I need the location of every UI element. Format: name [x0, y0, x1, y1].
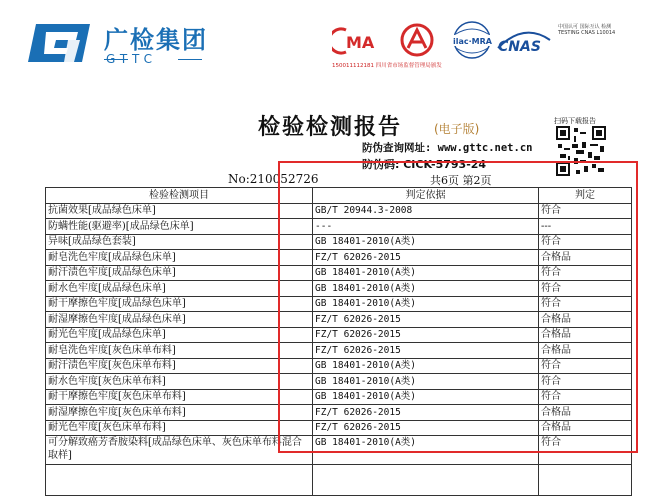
cell-verdict: 合格品: [539, 420, 632, 436]
cell-test-item: 耐水色牢度[灰色床单布料]: [46, 374, 313, 390]
svg-text:MA: MA: [346, 33, 375, 52]
cell-test-item: 耐汗渍色牢度[成品绿色床单]: [46, 265, 313, 281]
cma-number: 150011112181 四川省市场监督管理局颁发: [332, 63, 442, 69]
cell-verdict: ---: [539, 219, 632, 235]
cell-basis: GB 18401-2010(A类): [313, 281, 539, 297]
cell-test-item: 耐湿摩擦色牢度[成品绿色床单]: [46, 312, 313, 328]
brand-divider-right: [178, 59, 202, 60]
cell-verdict: 符合: [539, 374, 632, 390]
cell-verdict: 合格品: [539, 250, 632, 266]
cell-test-item: 耐干摩擦色牢度[灰色床单布料]: [46, 389, 313, 405]
cell-basis: GB 18401-2010(A类): [313, 296, 539, 312]
cell-basis: GB 18401-2010(A类): [313, 265, 539, 281]
cell-test-item: 可分解致癌芳香胺染料[成品绿色床单、灰色床单布料混合取样]: [46, 436, 313, 465]
cell-test-item: 耐湿摩擦色牢度[灰色床单布料]: [46, 405, 313, 421]
cell-basis: GB/T 20944.3-2008: [313, 203, 539, 219]
cell-verdict: 合格品: [539, 343, 632, 359]
cell-basis: GB 18401-2010(A类): [313, 436, 539, 465]
cell-basis: FZ/T 62026-2015: [313, 250, 539, 266]
column-header-basis: 判定依据: [313, 188, 539, 204]
anti-fake-code: 防伪码: CICK-5793-24: [362, 158, 487, 171]
cell-empty: [46, 465, 313, 496]
cell-verdict: 符合: [539, 436, 632, 465]
cell-basis: GB 18401-2010(A类): [313, 358, 539, 374]
gttc-logo-icon: [28, 16, 98, 70]
svg-text:ilac·MRA: ilac·MRA: [453, 37, 492, 46]
brand-name-cn: 广检集团: [104, 26, 208, 54]
highlight-annotation-box: [278, 161, 638, 453]
ilac-mra-logo-icon: [450, 20, 495, 62]
cell-verdict: 符合: [539, 389, 632, 405]
table-row-blank: [46, 465, 632, 496]
cell-verdict: 符合: [539, 296, 632, 312]
cell-basis: FZ/T 62026-2015: [313, 420, 539, 436]
cell-basis: GB 18401-2010(A类): [313, 234, 539, 250]
report-title: 检验检测报告: [258, 115, 403, 140]
cma-logo-icon: [332, 26, 382, 56]
cell-test-item: 耐汗渍色牢度[灰色床单布料]: [46, 358, 313, 374]
svg-text:CNAS: CNAS: [498, 39, 541, 55]
brand-name-en: GTTC: [106, 52, 157, 66]
cell-test-item: 防螨性能(驱避率)[成品绿色床单]: [46, 219, 313, 235]
verify-url: 防伪查询网址: www.gttc.net.cn: [362, 142, 533, 154]
cell-verdict: 符合: [539, 281, 632, 297]
cell-test-item: 抗菌效果[成品绿色床单]: [46, 203, 313, 219]
cell-test-item: 耐光色牢度[成品绿色床单]: [46, 327, 313, 343]
cell-test-item: 耐水色牢度[成品绿色床单]: [46, 281, 313, 297]
cell-test-item: 耐皂洗色牢度[成品绿色床单]: [46, 250, 313, 266]
scan-download-label: 扫码下载报告: [554, 117, 596, 125]
cell-verdict: 合格品: [539, 327, 632, 343]
cell-verdict: 符合: [539, 358, 632, 374]
cell-basis: FZ/T 62026-2015: [313, 327, 539, 343]
cell-basis: GB 18401-2010(A类): [313, 389, 539, 405]
cell-verdict: 合格品: [539, 405, 632, 421]
cell-verdict: 符合: [539, 203, 632, 219]
cell-basis: FZ/T 62026-2015: [313, 405, 539, 421]
column-header-item: 检验检测项目: [46, 188, 313, 204]
cell-basis: FZ/T 62026-2015: [313, 343, 539, 359]
cal-logo-icon: [398, 22, 436, 58]
cell-test-item: 耐光色牢度[灰色床单布料]: [46, 420, 313, 436]
cnas-caption: 中国认可 国际互认 检测 TESTING CNAS L10014: [558, 24, 616, 36]
edition-label: (电子版): [434, 122, 480, 136]
cell-basis: GB 18401-2010(A类): [313, 374, 539, 390]
column-header-verdict: 判定: [539, 188, 632, 204]
cell-test-item: 耐皂洗色牢度[灰色床单布料]: [46, 343, 313, 359]
cnas-logo-icon: [494, 26, 554, 56]
cell-empty: [313, 465, 539, 496]
cell-verdict: 符合: [539, 265, 632, 281]
cell-basis: ---: [313, 219, 539, 235]
cell-empty: [539, 465, 632, 496]
cell-test-item: 异味[成品绿色套装]: [46, 234, 313, 250]
cell-verdict: 合格品: [539, 312, 632, 328]
cell-verdict: 符合: [539, 234, 632, 250]
report-number: No:210052726: [228, 172, 319, 186]
page-indicator: 共6页 第2页: [430, 174, 492, 187]
cell-test-item: 耐干摩擦色牢度[成品绿色床单]: [46, 296, 313, 312]
cell-basis: FZ/T 62026-2015: [313, 312, 539, 328]
